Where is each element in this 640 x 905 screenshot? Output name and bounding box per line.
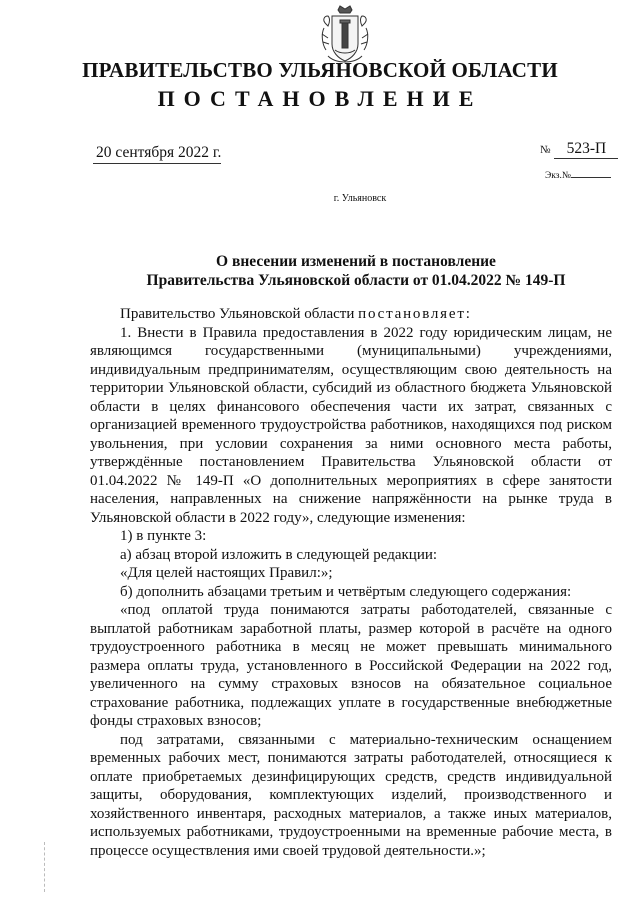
intro-paragraph bbox=[90, 305, 612, 324]
document-body bbox=[90, 305, 612, 860]
copy-number-block bbox=[545, 171, 611, 181]
document-type-title: ПОСТАНОВЛЕНИЕ bbox=[157, 86, 483, 111]
copy-number-label: Экз.№ bbox=[545, 171, 571, 181]
copy-number-line bbox=[571, 177, 611, 178]
intro-lead: Правительство Ульяновской области bbox=[120, 306, 355, 322]
paragraph-2: 1) в пункте 3: bbox=[120, 528, 207, 544]
number-label: № bbox=[540, 144, 551, 156]
paragraph-3: а) абзац второй изложить в следующей редакции: bbox=[120, 546, 438, 563]
date-underline bbox=[93, 163, 221, 164]
document-number-block bbox=[540, 140, 618, 159]
document-heading bbox=[0, 252, 640, 290]
paragraph-5: б) дополнить абзацами третьим и четвёртым следующего содержания: bbox=[120, 583, 572, 600]
heading-line-1: О внесении изменений в постановление bbox=[216, 253, 496, 270]
coat-of-arms-emblem-icon bbox=[318, 4, 372, 66]
city-name: г. Ульяновск bbox=[333, 193, 387, 204]
intro-keyword: постановляет: bbox=[358, 306, 472, 322]
paragraph-6: «под оплатой труда понимаются затраты работодателей, связанные с выплатой работникам заработной платы, размер которой в расчёте на одного трудоустроенного работника в месяц не может превышать минимального размера оплаты труда, установленного в Российской Федерации на 2022 год, увеличенного на сумму страховых взносов на обязательное социальное страхование работника, подлежащих уплате в государственные внебюджетные фонды страховых взносов; bbox=[90, 602, 612, 729]
scan-margin-mark bbox=[44, 842, 47, 892]
paragraph-1: 1. Внести в Правила предоставления в 2022 году юридическим лицам, не являющимся государственными (муниципальными) учреждениями, индивидуальным предпринимателям, осуществляющим свою деятельность на территории Ульяновской области, субсидий из областного бюджета Ульяновской области в целях финансового обеспечения части их затрат, связанных с организацией временного трудоустройства работников, находящихся под риском увольнения, при условии сохранения за ними основного места работы, утверждённые постановлением Правительства Ульяновской области от 01.04.2022 № 149-П «О дополнительных мероприятиях в сфере занятости населения, направленных на снижение напряжённости на рынке труда в Ульяновской области в 2022 году», следующие изменения: bbox=[90, 324, 612, 526]
document-date: 20 сентября 2022 г. bbox=[96, 144, 222, 161]
heading-line-2: Правительства Ульяновской области от 01.04.2022 № 149-П bbox=[146, 272, 566, 289]
government-title: ПРАВИТЕЛЬСТВО УЛЬЯНОВСКОЙ ОБЛАСТИ bbox=[82, 58, 558, 82]
document-number: 523-П bbox=[554, 140, 618, 159]
paragraph-4: «Для целей настоящих Правил:»; bbox=[120, 565, 333, 581]
paragraph-7: под затратами, связанными с материально-техническим оснащением временных рабочих мест, понимаются затраты работодателей, относящиеся к оплате приобретаемых дезинфицирующих средств, средств индивидуальной защиты, оборудования, комплектующих изделий, производственного и хозяйственного инвентаря, расходных материалов, а также иных материалов, используемых работниками, трудоустроенными на временные рабочие места, в процессе осуществления ими своей трудовой деятельности.»; bbox=[90, 731, 612, 859]
